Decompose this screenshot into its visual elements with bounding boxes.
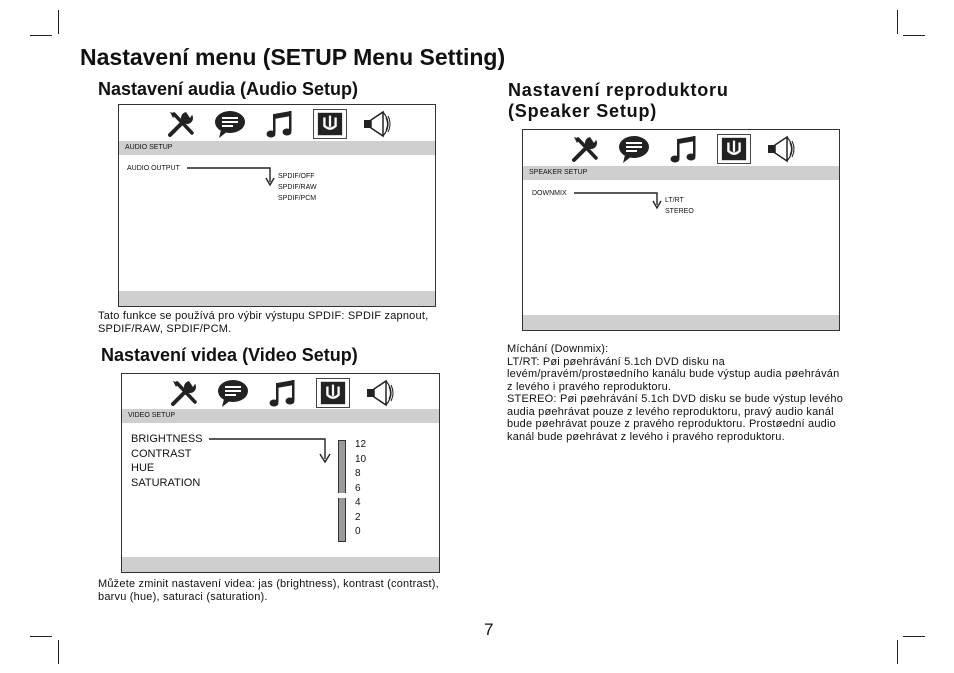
video-description: Můžete zminit nastavení videa: jas (brightness), kontrast (contrast), barvu (hue), saturaci (saturation).	[98, 578, 439, 603]
crop-mark	[897, 640, 898, 664]
downmix-item[interactable]: DOWNMIX	[532, 190, 567, 197]
crop-mark	[30, 35, 52, 36]
video-setup-osd	[121, 373, 440, 573]
wrench-screwdriver-icon[interactable]	[168, 378, 202, 408]
speaker-setup-icon[interactable]	[717, 134, 751, 164]
music-note-icon[interactable]	[266, 378, 300, 408]
scale-label: 10	[355, 453, 367, 465]
crop-mark	[58, 640, 59, 664]
crop-mark	[903, 35, 925, 36]
loudspeaker-icon[interactable]	[361, 109, 395, 139]
downmix-option[interactable]: LT/RT	[665, 197, 684, 204]
page-number: 7	[484, 620, 494, 639]
scale-label: 8	[355, 468, 361, 479]
scale-label: 4	[355, 497, 361, 508]
audio-setup-heading: Nastavení audia (Audio Setup)	[98, 79, 359, 99]
downmix-option[interactable]: STEREO	[665, 208, 694, 215]
speaker-heading-line: Nastavení reproduktoru	[508, 80, 729, 100]
loudspeaker-icon[interactable]	[364, 378, 398, 408]
video-item-brightness[interactable]: BRIGHTNESS	[131, 433, 203, 445]
level-slider-fill	[339, 498, 345, 541]
setup-icon-bar	[122, 374, 439, 412]
speech-bubble-icon[interactable]	[617, 134, 651, 164]
audio-option[interactable]: SPDIF/OFF	[278, 173, 315, 180]
crop-mark	[903, 636, 925, 637]
osd-title-bar: VIDEO SETUP	[122, 409, 439, 423]
page-title: Nastavení menu (SETUP Menu Setting)	[80, 44, 506, 70]
speaker-description: Míchání (Downmix): LT/RT: Pøi pøehrávání 5.1ch DVD disku na levém/pravém/prostøedního kanálu bude výstup audia pøehráván z levého i pravého reproduktoru. STEREO: Pøi pøehrávání 5.1ch DVD disku se bude výstup levého audia pøehrávat pouze z levého reproduktoru, pravý audio kanál bude pøehrávat pouze z pravého reproduktoru. Prostøední audio kanál bude pøehrávat z levého i pravého reproduktoru.	[507, 343, 844, 443]
setup-icon-bar	[119, 105, 435, 143]
downmix-option-arrow	[573, 190, 663, 210]
speaker-setup-icon[interactable]	[316, 378, 350, 408]
scale-label: 6	[355, 482, 361, 494]
speaker-setup-icon[interactable]	[313, 109, 347, 139]
loudspeaker-icon[interactable]	[765, 134, 799, 164]
osd-footer-bar	[119, 291, 435, 306]
level-slider-fill	[339, 441, 345, 493]
video-level-arrow	[208, 436, 332, 464]
setup-icon-bar	[523, 130, 839, 168]
audio-option[interactable]: SPDIF/PCM	[278, 195, 317, 202]
scale-label: 2	[355, 511, 361, 523]
music-note-icon[interactable]	[263, 109, 297, 139]
video-item-contrast[interactable]: CONTRAST	[131, 448, 192, 460]
wrench-screwdriver-icon[interactable]	[569, 134, 603, 164]
osd-footer-bar	[523, 315, 839, 330]
crop-mark	[897, 10, 898, 34]
level-slider-track[interactable]	[338, 440, 346, 542]
scale-label: 12	[355, 439, 367, 450]
video-item-hue[interactable]: HUE	[131, 462, 155, 474]
video-setup-heading: Nastavení videa (Video Setup)	[101, 345, 358, 365]
music-note-icon[interactable]	[667, 134, 701, 164]
video-item-saturation[interactable]: SATURATION	[131, 477, 201, 489]
audio-output-item[interactable]: AUDIO OUTPUT	[127, 165, 180, 172]
osd-title-bar: AUDIO SETUP	[119, 141, 435, 155]
osd-title-bar: SPEAKER SETUP	[523, 166, 839, 180]
crop-mark	[58, 10, 59, 34]
osd-footer-bar	[122, 557, 439, 572]
audio-setup-osd	[118, 104, 436, 307]
speaker-setup-osd	[522, 129, 840, 331]
scale-label: 0	[355, 526, 361, 537]
wrench-screwdriver-icon[interactable]	[165, 109, 199, 139]
speaker-setup-heading	[508, 80, 729, 122]
crop-mark	[30, 636, 52, 637]
audio-description: Tato funkce se používá pro výbir výstupu SPDIF: SPDIF zapnout, SPDIF/RAW, SPDIF/PCM.	[98, 310, 429, 335]
speech-bubble-icon[interactable]	[213, 109, 247, 139]
level-scale	[355, 438, 366, 540]
audio-option-arrow	[186, 165, 276, 187]
speech-bubble-icon[interactable]	[216, 378, 250, 408]
audio-option[interactable]: SPDIF/RAW	[278, 184, 317, 191]
speaker-heading-line: (Speaker Setup)	[508, 101, 658, 121]
